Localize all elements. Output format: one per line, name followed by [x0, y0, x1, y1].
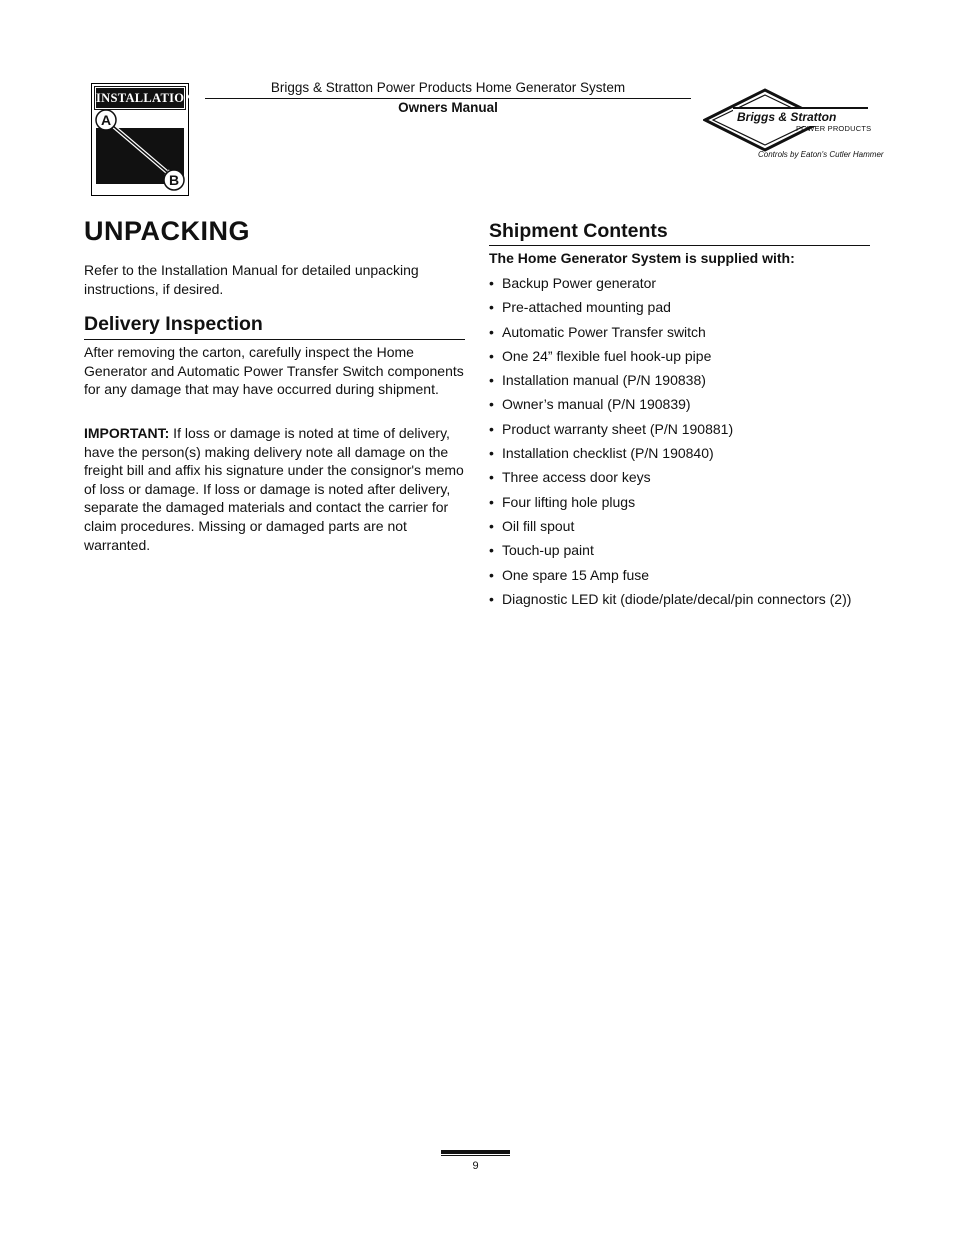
delivery-paragraph: After removing the carton, carefully inspect the Home Generator and Automatic Power Transfer Switch components for any damage that may have occurred during shipment. — [84, 344, 464, 398]
page-number: 9 — [472, 1160, 479, 1172]
important-paragraph — [84, 424, 468, 554]
installation-badge — [91, 83, 194, 196]
page-title: UNPACKING — [84, 216, 250, 246]
header-product-line: Briggs & Stratton Power Products Home Generator System — [270, 80, 626, 95]
important-label: IMPORTANT: — [84, 425, 170, 441]
list-item: • Installation checklist (P/N 190840) — [489, 445, 714, 462]
unpacking-intro: Refer to the Installation Manual for detailed unpacking instructions, if desired. — [84, 262, 419, 297]
shipment-contents-heading: Shipment Contents — [489, 220, 668, 242]
badge-title: INSTALLATION — [95, 87, 185, 109]
list-item: • Diagnostic LED kit (diode/plate/decal/pin connectors (2)) — [489, 590, 852, 607]
list-item: • Three access door keys — [489, 469, 651, 486]
list-item: • Automatic Power Transfer switch — [489, 323, 706, 340]
footer-rule — [441, 1155, 510, 1156]
list-item: • Oil fill spout — [489, 517, 575, 534]
installation-a-to-b-icon — [92, 108, 188, 194]
list-item: • Backup Power generator — [489, 275, 657, 291]
list-item: • Product warranty sheet (P/N 190881) — [489, 420, 734, 437]
important-text: If loss or damage is noted at time of delivery, have the person(s) making delivery note all damage on the freight bill and affix his signature under the consignor's memo of loss or damage. If loss or damage is noted after delivery, separate the damaged materials and contact the carrier for claim procedures. Missing or damaged parts are not warranted. — [84, 425, 464, 553]
point-a-label: A — [100, 112, 112, 128]
list-item: • Installation manual (P/N 190838) — [489, 372, 706, 389]
list-item: • One spare 15 Amp fuse — [489, 566, 650, 583]
shipment-list — [489, 271, 851, 611]
list-item: • One 24” flexible fuel hook-up pipe — [489, 347, 712, 364]
header-manual-title: Owners Manual — [398, 100, 498, 115]
point-b-label: B — [168, 172, 180, 188]
list-item: • Owner’s manual (P/N 190839) — [489, 396, 691, 413]
shipment-heading-rule — [489, 245, 870, 246]
logo-subtitle: POWER PRODUCTS — [796, 124, 872, 133]
list-item: • Pre-attached mounting pad — [489, 299, 671, 316]
delivery-heading-rule — [84, 339, 465, 340]
list-item: • Four lifting hole plugs — [489, 493, 636, 510]
footer-bar — [441, 1150, 510, 1154]
shipment-intro: The Home Generator System is supplied with: — [489, 250, 795, 266]
header-rule — [205, 98, 691, 99]
delivery-inspection-heading: Delivery Inspection — [84, 313, 263, 335]
logo-caption: Controls by Eaton's Cutler Hammer — [758, 150, 884, 159]
logo-brand: Briggs & Stratton — [737, 110, 837, 124]
list-item: • Touch-up paint — [489, 542, 594, 559]
